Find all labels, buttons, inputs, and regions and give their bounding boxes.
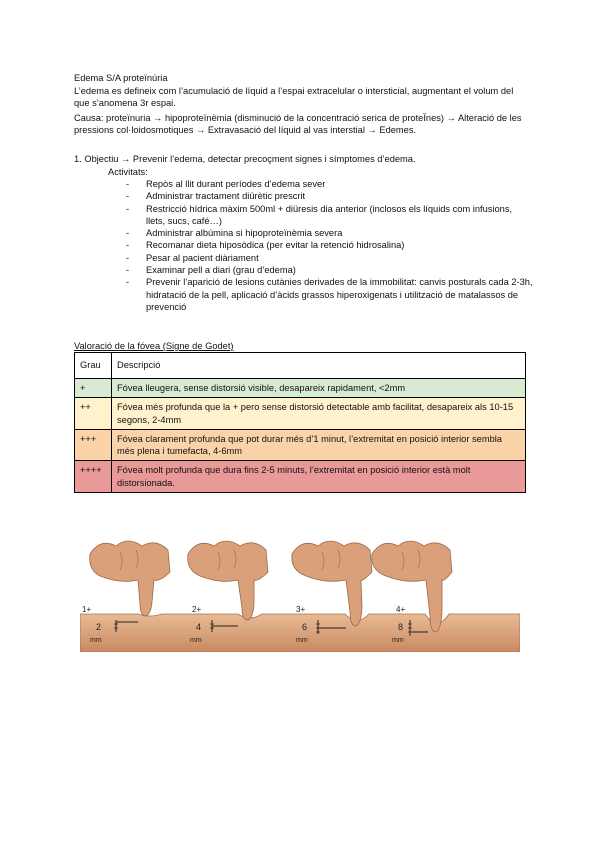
table-row: [75, 461, 526, 493]
hand-panel-1: [90, 541, 170, 616]
list-item: [118, 239, 533, 251]
dash-bullet: -: [126, 240, 130, 251]
activities-label: Activitats:: [108, 167, 148, 177]
activities-list: [118, 178, 533, 313]
depth-unit-2: mm: [190, 637, 202, 644]
depth-value-2: 4: [196, 622, 202, 632]
list-item: [118, 190, 533, 202]
dash-bullet: -: [126, 191, 130, 202]
depth-unit-1: mm: [90, 637, 102, 644]
dash-bullet: -: [126, 277, 130, 288]
header-description: Descripció: [112, 353, 526, 379]
grade-cell: +++: [75, 429, 112, 461]
depth-value-4: 8: [398, 622, 404, 632]
activity-text: Restricció hídrica màxim 500ml + diüresis dia anterior (inclosos els líquids com infusions, llets, sucs, café…): [146, 203, 513, 226]
description-cell: Fóvea més profunda que la + pero sense distorsió detectable amb facilitat, desapareix als 10-15 segons, 2-4mm: [112, 398, 526, 430]
description-cell: Fóvea molt profunda que dura fins 2-5 minuts, l’extremitat en posició interior està molt distorsionada.: [112, 461, 526, 493]
dash-bullet: -: [126, 179, 130, 189]
dash-bullet: -: [126, 228, 130, 239]
grade-cell: +: [75, 379, 112, 398]
activity-text: Administrar tractament diürètic prescrit: [146, 191, 306, 202]
activity-text: Examinar pell a diari (grau d’edema): [146, 265, 296, 276]
description-cell: Fóvea lleugera, sense distorsió visible, desapareix rapidament, <2mm: [112, 379, 526, 398]
depth-value-1: 2: [96, 622, 102, 632]
table-header-row: [75, 353, 526, 379]
grade-cell: ++: [75, 398, 112, 430]
activity-text: Prevenir l’aparició de lesions cutànies derivades de la immobilitat: canvis posturals cada 2-3h, hidratació de la pell, aplicació d’àcids grassos hiperoxigenats i utilització de matalassos de prevenció: [146, 277, 533, 312]
dash-bullet: -: [126, 252, 130, 263]
grade-label-3: 3+: [296, 605, 306, 614]
list-item: [118, 264, 533, 276]
depth-unit-3: mm: [296, 637, 308, 644]
list-item: [118, 178, 533, 190]
table-row: [75, 429, 526, 461]
depth-value-3: 6: [302, 622, 308, 632]
list-item: [118, 252, 533, 264]
depth-unit-4: mm: [392, 637, 404, 644]
activity-text: Pesar al pacient diàriament: [146, 252, 259, 263]
grade-cell: ++++: [75, 461, 112, 493]
table-row: [75, 379, 526, 398]
header-grade: Grau: [75, 353, 112, 379]
list-item: [118, 227, 533, 239]
list-item: [118, 203, 533, 228]
skin-surface: [80, 614, 520, 652]
table-row: [75, 398, 526, 430]
grade-label-4: 4+: [396, 605, 406, 614]
godet-table: [74, 352, 526, 493]
grade-label-1: 1+: [82, 605, 92, 614]
cause-paragraph: Causa: proteïnuria → hipoproteïnèmia (disminució de la concentració serica de proteÏnes) → Alteració de les pressions col·loidosmotiques → Extravasació del líquid al vas interstial → Edemes.: [74, 113, 522, 136]
grade-label-2: 2+: [192, 605, 202, 614]
description-cell: Fóvea clarament profunda que pot durar més d’1 minut, l’extremitat en posició interior sembla més plena i tumefacta, 4-6mm: [112, 429, 526, 461]
hand-knuckles: [90, 541, 170, 616]
activity-text: Recomanar dieta hiposòdica (per evitar la retenció hidrosalina): [146, 240, 405, 251]
activity-text: Administrar albúmina si hipoproteïnèmia severa: [146, 228, 343, 239]
intro-paragraph: L’edema es defineix com l’acumulació de líquid a l’espai extracelular o intersticial, augmentant el volum del que s’anomena 3r espai.: [74, 86, 514, 109]
objective-line: 1. Objectiu → Prevenir l’edema, detectar precoçment signes i símptomes d’edema.: [74, 154, 416, 164]
dash-bullet: -: [126, 203, 130, 214]
pitting-edema-illustration: [80, 532, 520, 652]
godet-table-title: Valoració de la fóvea (Signe de Godet): [74, 341, 234, 351]
activity-text: Repòs al llit durant períodes d’edema sever: [146, 179, 326, 189]
list-item: [118, 276, 533, 313]
doc-title: Edema S/A proteïnúria: [74, 73, 168, 83]
dash-bullet: -: [126, 265, 130, 276]
